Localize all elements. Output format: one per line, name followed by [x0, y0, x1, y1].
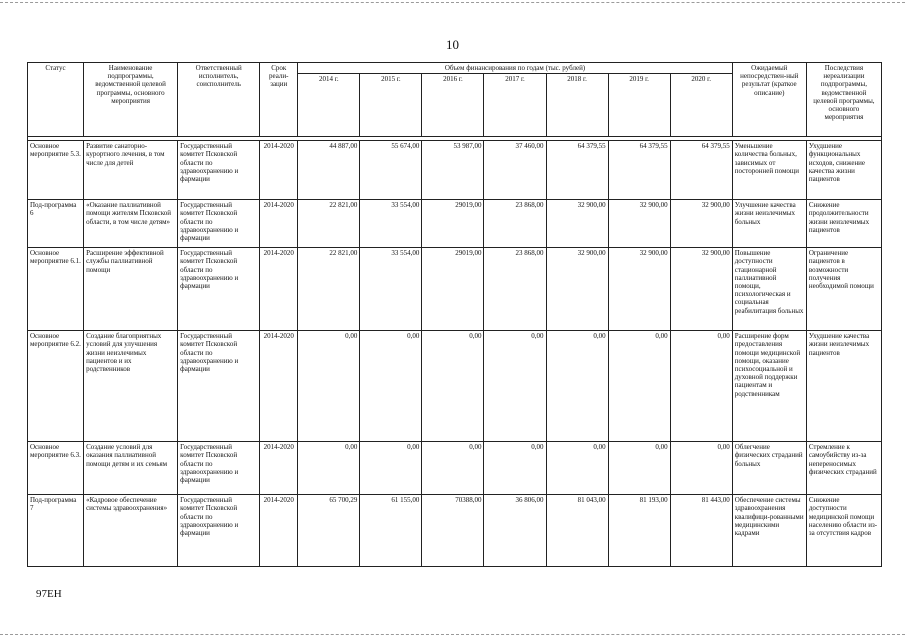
row-value-2016: 53 987,00 [422, 141, 484, 200]
table-row [28, 200, 882, 248]
row-responsible: Государственный комитет Псковской области по здравоохранению и фармации [178, 442, 260, 495]
row-result: Расширение форм предоставления помощи медицинской помощи, оказание психосоциальной и духовной поддержки пациентам и родственникам [732, 331, 806, 442]
row-term: 2014-2020 [260, 495, 298, 567]
row-value-2019: 0,00 [608, 442, 670, 495]
row-name: «Кадровое обеспечение системы здравоохранения» [84, 495, 178, 567]
row-value-2018: 64 379,55 [546, 141, 608, 200]
row-responsible: Государственный комитет Псковской области по здравоохранению и фармации [178, 331, 260, 442]
row-name: Развитие санаторно-курортного лечения, в том числе для детей [84, 141, 178, 200]
row-status: Основное мероприятие 5.3. [28, 141, 84, 200]
table-row [28, 248, 882, 331]
table-row [28, 141, 882, 200]
header-term: Срок реали-зации [260, 63, 298, 137]
row-responsible: Государственный комитет Псковской области по здравоохранению и фармации [178, 200, 260, 248]
row-value-2016: 29019,00 [422, 248, 484, 331]
row-status: Основное мероприятие 6.3. [28, 442, 84, 495]
funding-table [27, 62, 882, 567]
page-number: 10 [446, 37, 459, 52]
row-result: Обеспечение системы здравоохранения квалифици-рованными медицинскими кадрами [732, 495, 806, 567]
row-responsible: Государственный комитет Псковской области по здравоохранению и фармации [178, 248, 260, 331]
header-year: 2018 г. [546, 74, 608, 137]
row-value-2019: 81 193,00 [608, 495, 670, 567]
row-value-2020: 64 379,55 [670, 141, 732, 200]
row-value-2020: 32 900,00 [670, 248, 732, 331]
row-consequences: Снижение продолжительности жизни неизлечимых пациентов [806, 200, 881, 248]
row-value-2020: 0,00 [670, 331, 732, 442]
header-result: Ожидаемый непосредствен-ный результат (краткое описание) [732, 63, 806, 137]
header-year: 2019 г. [608, 74, 670, 137]
row-term: 2014-2020 [260, 141, 298, 200]
header-status: Статус [28, 63, 84, 137]
row-value-2020: 32 900,00 [670, 200, 732, 248]
row-value-2017: 0,00 [484, 442, 546, 495]
row-value-2015: 55 674,00 [360, 141, 422, 200]
row-value-2019: 64 379,55 [608, 141, 670, 200]
row-status: Основное мероприятие 6.2. [28, 331, 84, 442]
bottom-scan-border [0, 634, 905, 636]
header-year: 2015 г. [360, 74, 422, 137]
row-term: 2014-2020 [260, 442, 298, 495]
row-result: Улучшение качества жизни неизлечимых больных [732, 200, 806, 248]
row-name: Создание благоприятных условий для улучшения жизни неизлечимых пациентов и их родственников [84, 331, 178, 442]
row-value-2015: 61 155,00 [360, 495, 422, 567]
row-consequences: Ухудшение качества жизни неизлечимых пациентов [806, 331, 881, 442]
footer-code: 97EH [36, 588, 62, 600]
row-value-2014: 44 887,00 [298, 141, 360, 200]
row-term: 2014-2020 [260, 331, 298, 442]
row-value-2014: 0,00 [298, 442, 360, 495]
row-value-2015: 0,00 [360, 331, 422, 442]
row-value-2016: 0,00 [422, 442, 484, 495]
row-value-2014: 0,00 [298, 331, 360, 442]
row-name: Расширение эффективной службы паллиативной помощи [84, 248, 178, 331]
row-value-2018: 32 900,00 [546, 200, 608, 248]
row-value-2018: 0,00 [546, 442, 608, 495]
row-consequences: Снижение доступности медицинской помощи населению области из-за отсутствия кадров [806, 495, 881, 567]
header-responsible: Ответственный исполнитель, соисполнитель [178, 63, 260, 137]
row-value-2017: 0,00 [484, 331, 546, 442]
row-value-2014: 22 821,00 [298, 248, 360, 331]
row-consequences: Ухудшение функциональных исходов, снижение качества жизни пациентов [806, 141, 881, 200]
row-value-2014: 22 821,00 [298, 200, 360, 248]
row-name: Создание условий для оказания паллиативной помощи детям и их семьям [84, 442, 178, 495]
row-status: Основное мероприятие 6.1. [28, 248, 84, 331]
row-value-2017: 37 460,00 [484, 141, 546, 200]
row-value-2020: 81 443,00 [670, 495, 732, 567]
row-name: «Оказание паллиативной помощи жителям Псковской области, в том числе детям» [84, 200, 178, 248]
row-value-2015: 0,00 [360, 442, 422, 495]
row-value-2019: 32 900,00 [608, 248, 670, 331]
row-responsible: Государственный комитет Псковской области по здравоохранению и фармации [178, 141, 260, 200]
header-year: 2014 г. [298, 74, 360, 137]
table-row [28, 495, 882, 567]
row-term: 2014-2020 [260, 248, 298, 331]
row-value-2015: 33 554,00 [360, 200, 422, 248]
header-consequences: Последствия нереализации подпрограммы, ведомственной целевой программы, основного мероприятия [806, 63, 881, 137]
row-result: Облегчение физических страданий больных [732, 442, 806, 495]
row-value-2018: 32 900,00 [546, 248, 608, 331]
row-value-2016: 70388,00 [422, 495, 484, 567]
row-value-2016: 0,00 [422, 331, 484, 442]
table-row [28, 331, 882, 442]
row-status: Под-программа 6 [28, 200, 84, 248]
row-value-2018: 81 043,00 [546, 495, 608, 567]
row-term: 2014-2020 [260, 200, 298, 248]
row-status: Под-программа 7 [28, 495, 84, 567]
row-responsible: Государственный комитет Псковской области по здравоохранению и фармации [178, 495, 260, 567]
row-value-2019: 32 900,00 [608, 200, 670, 248]
top-scan-border [0, 2, 905, 4]
row-result: Уменьшение количества больных, зависимых от посторонней помощи [732, 141, 806, 200]
row-value-2017: 23 868,00 [484, 200, 546, 248]
row-value-2020: 0,00 [670, 442, 732, 495]
table-row [28, 442, 882, 495]
header-year: 2020 г. [670, 74, 732, 137]
row-value-2019: 0,00 [608, 331, 670, 442]
header-year: 2017 г. [484, 74, 546, 137]
row-value-2015: 33 554,00 [360, 248, 422, 331]
row-result: Повышение доступности стационарной паллиативной помощи, психологическая и социальная реабилитация больных [732, 248, 806, 331]
header-funding: Объем финансирования по годам (тыс. рублей) [298, 63, 732, 74]
row-value-2018: 0,00 [546, 331, 608, 442]
row-value-2017: 23 868,00 [484, 248, 546, 331]
header-name: Наименование подпрограммы, ведомственной целевой программы, основного мероприятия [84, 63, 178, 137]
header-year: 2016 г. [422, 74, 484, 137]
row-value-2017: 36 806,00 [484, 495, 546, 567]
row-consequences: Стремление к самоубийству из-за непереносимых физических страданий [806, 442, 881, 495]
row-consequences: Ограничение пациентов в возможности получения необходимой помощи [806, 248, 881, 331]
row-value-2014: 65 700,29 [298, 495, 360, 567]
row-value-2016: 29019,00 [422, 200, 484, 248]
